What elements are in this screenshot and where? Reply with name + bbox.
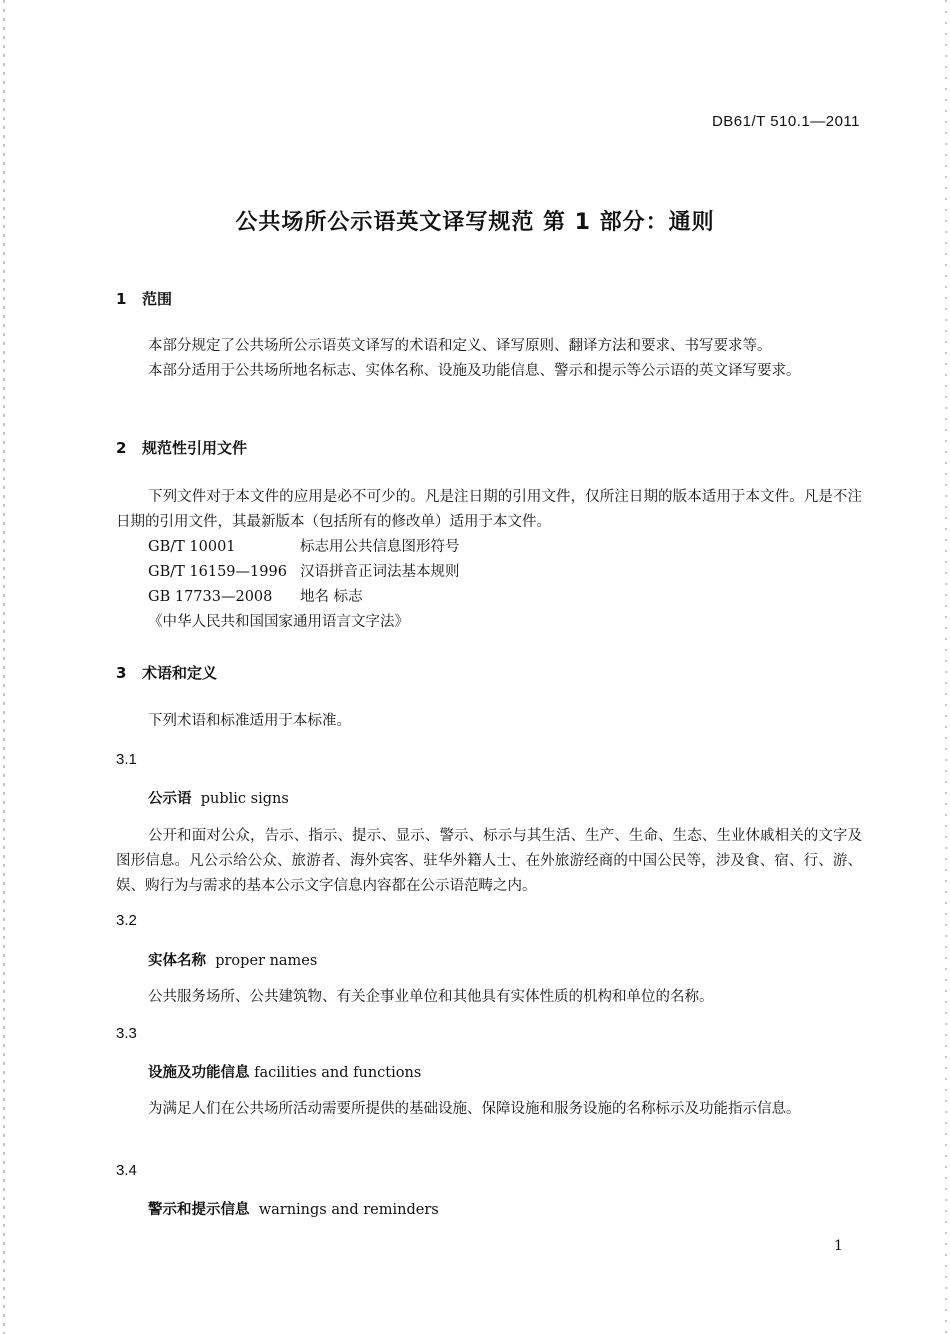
section-3-heading [116,662,217,683]
term-title [148,787,289,808]
reference-name: 汉语拼音正词法基本规则 [300,564,460,580]
section-3-number: 3 [116,664,127,682]
reference-row [148,560,460,585]
section-2-number: 2 [116,439,127,457]
term-english: public signs [200,791,289,807]
term-title [148,1061,421,1082]
term-english: warnings and reminders [258,1202,439,1218]
section-1-paragraph-1: 本部分规定了公共场所公示语英文译写的术语和定义、译写原则、翻译方法和要求、书写要求等。 [148,338,772,354]
section-1-title: 范围 [142,290,173,308]
term-english: proper names [215,953,318,969]
section-1-number: 1 [116,290,127,308]
reference-law: 《中华人民共和国国家通用语言文字法》 [148,614,409,630]
term-definition: 公开和面对公众，告示、指示、提示、显示、警示、标示与其生活、生产、生命、生态、生业休戚相关的文字及图形信息。凡公示给公众、旅游者、海外宾客、驻华外籍人士、在外旅游经商的中国公民等，涉及食、宿、行、游、娱、购行为与需求的基本公示文字信息内容都在公示语范畴之内。 [116,828,862,894]
scan-left-edge [3,0,5,1334]
term-number: 3.2 [116,912,137,929]
term-definition: 公共服务场所、公共建筑物、有关企事业单位和其他具有实体性质的机构和单位的名称。 [148,989,714,1005]
term-number: 3.3 [116,1025,137,1042]
section-2-paragraph-1: 下列文件对于本文件的应用是必不可少的。凡是注日期的引用文件，仅所注日期的版本适用于本文件。凡是不注日期的引用文件，其最新版本（包括所有的修改单）适用于本文件。 [116,489,862,530]
term-number: 3.4 [116,1162,137,1179]
section-1-heading [116,288,172,309]
term-title [148,949,317,970]
term-chinese: 实体名称 [148,953,206,969]
reference-row [148,535,460,560]
reference-row [148,585,363,610]
term-english: facilities and functions [254,1065,422,1081]
term-chinese: 警示和提示信息 [148,1202,250,1218]
reference-name: 地名 标志 [300,589,363,605]
section-3-intro: 下列术语和标准适用于本标准。 [148,713,351,729]
page-title: 公共场所公示语英文译写规范 第 1 部分：通则 [235,210,715,235]
reference-code: GB/T 16159—1996 [148,564,287,580]
reference-name: 标志用公共信息图形符号 [300,539,460,555]
term-number: 3.1 [116,751,137,768]
document-number: DB61/T 510.1—2011 [711,113,860,130]
section-2-heading [116,437,247,458]
reference-code: GB 17733—2008 [148,589,273,605]
section-2-title: 规范性引用文件 [142,439,248,457]
scan-right-edge [945,0,947,1334]
reference-code: GB/T 10001 [148,539,236,555]
term-definition: 为满足人们在公共场所活动需要所提供的基础设施、保障设施和服务设施的名称标示及功能指示信息。 [148,1101,801,1117]
term-title [148,1198,439,1219]
section-3-title: 术语和定义 [142,664,218,682]
section-1-paragraph-2: 本部分适用于公共场所地名标志、实体名称、设施及功能信息、警示和提示等公示语的英文译写要求。 [148,363,801,379]
page-number: 1 [834,1238,843,1254]
term-chinese: 公示语 [148,791,192,807]
term-chinese: 设施及功能信息 [148,1065,250,1081]
